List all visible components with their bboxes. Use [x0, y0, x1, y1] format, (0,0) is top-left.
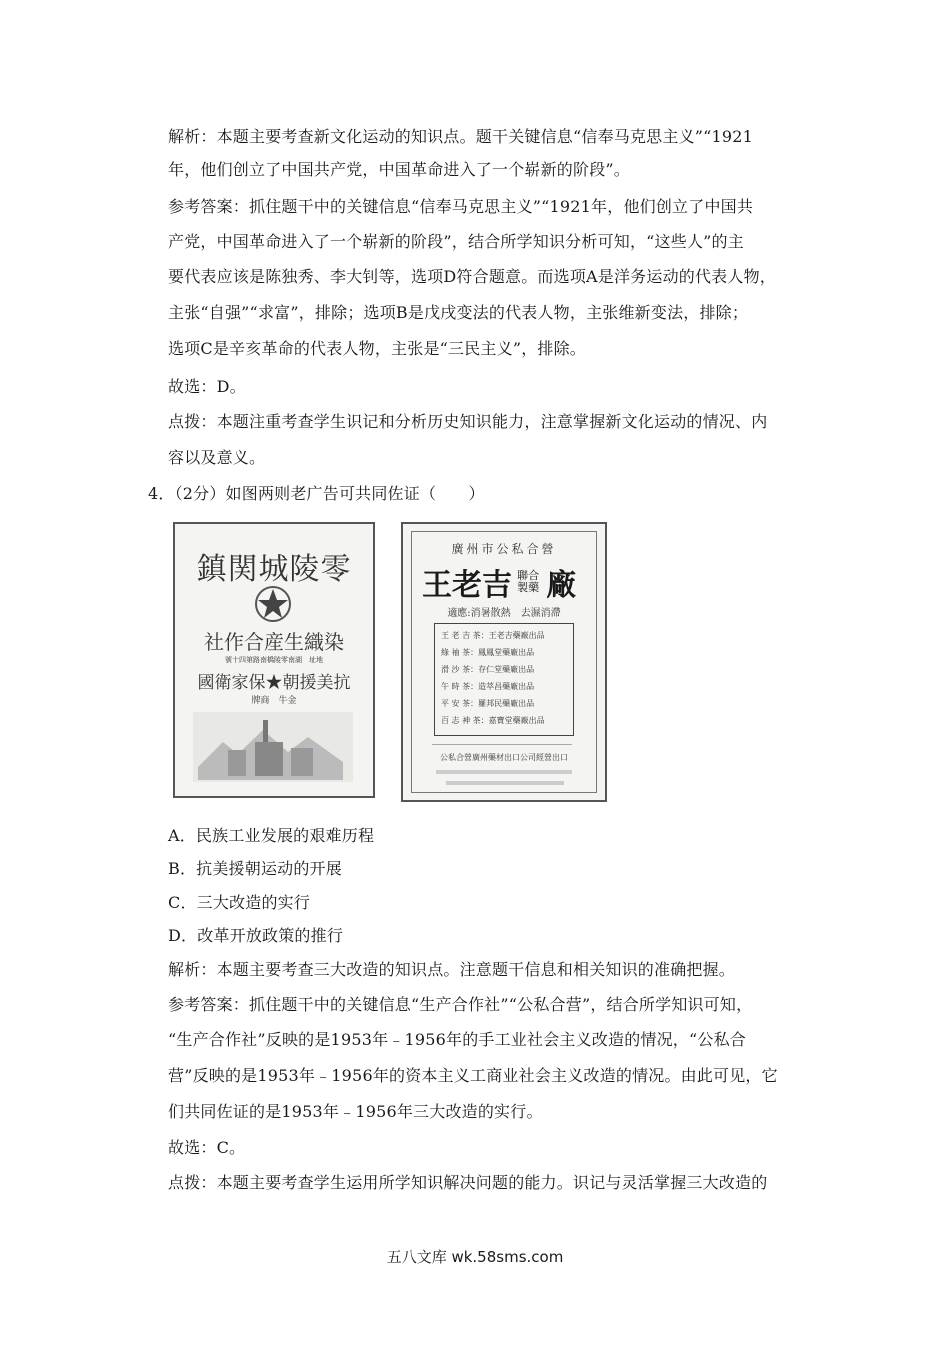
ad-right-top-title: 廣州市公私合營: [451, 542, 557, 556]
ad-right-image: [401, 522, 607, 802]
q4-question: 4．（2分）如图两则老广告可共同佐证（ ）: [148, 484, 485, 503]
q3-answer-line-1: 参考答案：抓住题干中的关键信息“信奉马克思主义”“1921年，他们创立了中国共: [168, 197, 754, 216]
option-d: D．改革开放政策的推行: [168, 926, 344, 945]
ad-right-faded-text: [436, 770, 572, 774]
q3-choice: 故选：D。: [168, 377, 246, 396]
option-a: A．民族工业发展的艰难历程: [168, 826, 375, 845]
q3-answer-line-3: 要代表应该是陈独秀、李大钊等，选项D符合题意。而选项A是洋务运动的代表人物，: [168, 267, 776, 286]
ad-left-coop-name: 社作合産生織染: [204, 630, 344, 654]
star-emblem-icon: [253, 584, 293, 624]
page-footer: 五八文库 wk.58sms.com: [386, 1248, 564, 1266]
product-row: 王 老 吉 茶：王老吉藥廠出品: [441, 631, 545, 640]
q3-answer-line-5: 选项C是辛亥革命的代表人物，主张是“三民主义”，排除。: [168, 339, 587, 358]
q3-tip-line-1: 点拨：本题注重考查学生识记和分析历史知识能力，注意掌握新文化运动的情况、内: [168, 412, 768, 431]
product-row: 滑 沙 茶：存仁堂藥廠出品: [441, 665, 535, 674]
q4-tip-line-1: 点拨：本题主要考查学生运用所学知识解决问题的能力。识记与灵活掌握三大改造的: [168, 1173, 768, 1192]
ad-right-divider: [432, 744, 572, 745]
ad-left-image: [173, 522, 375, 798]
ad-left-brand: 牌商 牛金: [251, 696, 297, 706]
q4-answer-line-4: 们共同佐证的是1953年﹣1956年三大改造的实行。: [168, 1102, 543, 1121]
product-row: 平 安 茶：羅邦民藥廠出品: [441, 699, 535, 708]
ad-right-effect: 適應:消暑散熱 去濕消滯: [447, 608, 561, 619]
ad-right-product-table: [434, 623, 574, 736]
ad-right-brand-small: 聯合製藥: [517, 569, 540, 594]
q3-answer-line-4: 主张“自强”“求富”，排除；选项B是戊戌变法的代表人物，主张维新变法，排除；: [168, 303, 749, 322]
product-row: 午 時 茶：造萃昌藥廠出品: [441, 682, 535, 691]
factory-illustration: [193, 712, 353, 782]
q4-analysis: 解析：本题主要考查三大改造的知识点。注意题干信息和相关知识的准确把握。: [168, 960, 736, 979]
q4-answer-line-3: 营”反映的是1953年﹣1956年的资本主义工商业社会主义改造的情况。由此可见，它: [168, 1066, 778, 1085]
q4-answer-line-1: 参考答案：抓住题干中的关键信息“生产合作社”“公私合营”，结合所学知识可知，: [168, 995, 753, 1014]
q4-choice: 故选：C。: [168, 1138, 246, 1157]
product-row: 綠 袖 茶：鳳鳳堂藥廠出品: [441, 648, 535, 657]
q3-analysis-line-2: 年，他们创立了中国共产党，中国革命进入了一个崭新的阶段”。: [168, 160, 630, 179]
q3-analysis-line-1: 解析：本题主要考查新文化运动的知识点。题干关键信息“信奉马克思主义”“1921: [168, 127, 754, 146]
q3-tip-line-2: 容以及意义。: [168, 448, 266, 467]
product-row: 百 志 神 茶：嘉寶堂藥廠出品: [441, 716, 545, 725]
option-b: B．抗美援朝运动的开展: [168, 859, 342, 878]
ad-right-brand-end: 廠: [546, 568, 577, 603]
q4-answer-line-2: “生产合作社”反映的是1953年﹣1956年的手工业社会主义改造的情况，“公私合: [168, 1030, 746, 1049]
ad-left-address: 號十四第路南橋陵零南湖 址地: [225, 656, 323, 664]
ad-right-faded-text: [446, 781, 564, 785]
option-c: C．三大改造的实行: [168, 893, 311, 912]
ad-right-exporter: 公私合營廣州藥材出口公司經營出口: [440, 753, 568, 762]
q3-answer-line-2: 产党，中国革命进入了一个崭新的阶段”，结合所学知识分析可知，“这些人”的主: [168, 232, 744, 251]
ad-left-title: 鎮関城陵零: [196, 552, 352, 587]
ad-right-brand: 王老吉: [422, 568, 512, 603]
ad-left-slogan: 國衛家保★朝援美抗: [197, 673, 351, 693]
